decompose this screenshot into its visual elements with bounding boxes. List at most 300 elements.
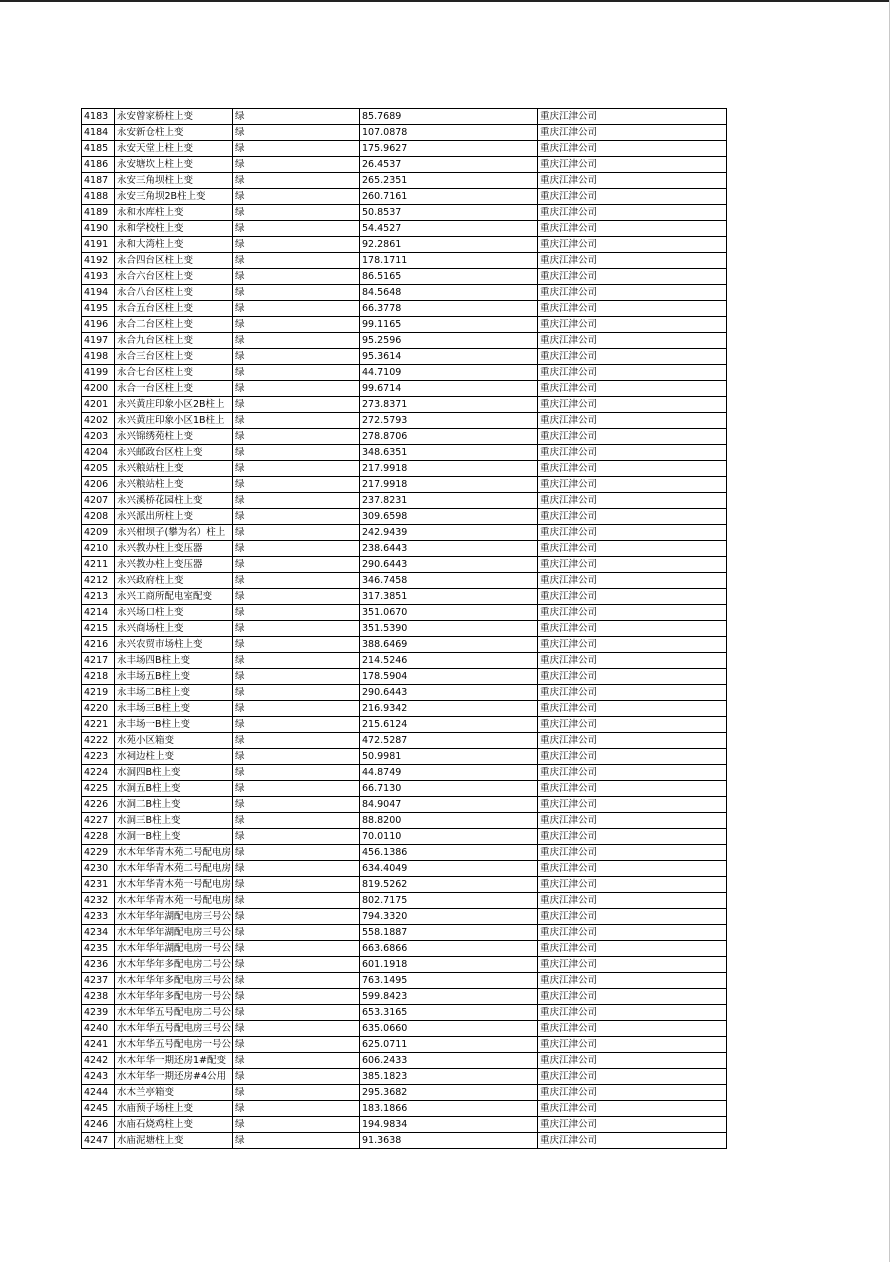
value-cell: 635.0660 [360,1021,538,1037]
value-cell: 558.1887 [360,925,538,941]
status-color-cell: 绿 [233,765,360,781]
value-cell: 794.3320 [360,909,538,925]
company-cell: 重庆江津公司 [538,317,727,333]
row-id-cell: 4212 [82,573,115,589]
row-id-cell: 4227 [82,813,115,829]
status-color-cell: 绿 [233,1101,360,1117]
name-cell: 水庙泥塘柱上变 [115,1133,233,1149]
name-cell: 永安天堂上柱上变 [115,141,233,157]
value-cell: 54.4527 [360,221,538,237]
value-cell: 175.9627 [360,141,538,157]
name-cell: 水木年华五号配电房二号公 [115,1005,233,1021]
status-color-cell: 绿 [233,941,360,957]
value-cell: 272.5793 [360,413,538,429]
company-cell: 重庆江津公司 [538,333,727,349]
value-cell: 265.2351 [360,173,538,189]
table-row [82,509,727,525]
table-row [82,445,727,461]
company-cell: 重庆江津公司 [538,797,727,813]
status-color-cell: 绿 [233,429,360,445]
table-row [82,381,727,397]
status-color-cell: 绿 [233,557,360,573]
status-color-cell: 绿 [233,893,360,909]
name-cell: 水木年华五号配电房一号公 [115,1037,233,1053]
row-id-cell: 4229 [82,845,115,861]
status-color-cell: 绿 [233,157,360,173]
name-cell: 永合六台区柱上变 [115,269,233,285]
name-cell: 永兴锦绣苑柱上变 [115,429,233,445]
row-id-cell: 4205 [82,461,115,477]
name-cell: 永安新仓柱上变 [115,125,233,141]
name-cell: 永兴农贸市场柱上变 [115,637,233,653]
company-cell: 重庆江津公司 [538,509,727,525]
company-cell: 重庆江津公司 [538,701,727,717]
company-cell: 重庆江津公司 [538,493,727,509]
company-cell: 重庆江津公司 [538,1069,727,1085]
company-cell: 重庆江津公司 [538,893,727,909]
table-row [82,189,727,205]
company-cell: 重庆江津公司 [538,813,727,829]
table-row [82,685,727,701]
name-cell: 永丰场五B柱上变 [115,669,233,685]
name-cell: 永丰场一B柱上变 [115,717,233,733]
row-id-cell: 4218 [82,669,115,685]
row-id-cell: 4190 [82,221,115,237]
company-cell: 重庆江津公司 [538,925,727,941]
company-cell: 重庆江津公司 [538,1021,727,1037]
row-id-cell: 4192 [82,253,115,269]
company-cell: 重庆江津公司 [538,957,727,973]
name-cell: 永合五台区柱上变 [115,301,233,317]
name-cell: 永丰场四B柱上变 [115,653,233,669]
status-color-cell: 绿 [233,621,360,637]
company-cell: 重庆江津公司 [538,205,727,221]
row-id-cell: 4224 [82,765,115,781]
table-row [82,941,727,957]
company-cell: 重庆江津公司 [538,301,727,317]
row-id-cell: 4185 [82,141,115,157]
name-cell: 水木年华年湖配电房三号公 [115,925,233,941]
company-cell: 重庆江津公司 [538,669,727,685]
table-row [82,493,727,509]
row-id-cell: 4183 [82,109,115,125]
status-color-cell: 绿 [233,973,360,989]
row-id-cell: 4193 [82,269,115,285]
value-cell: 50.8537 [360,205,538,221]
value-cell: 599.8423 [360,989,538,1005]
status-color-cell: 绿 [233,829,360,845]
table-row [82,557,727,573]
row-id-cell: 4243 [82,1069,115,1085]
name-cell: 永和大湾柱上变 [115,237,233,253]
value-cell: 348.6351 [360,445,538,461]
status-color-cell: 绿 [233,301,360,317]
status-color-cell: 绿 [233,125,360,141]
name-cell: 永兴场口柱上变 [115,605,233,621]
name-cell: 水木年华青木苑二号配电房 [115,845,233,861]
row-id-cell: 4196 [82,317,115,333]
table-row [82,589,727,605]
row-id-cell: 4187 [82,173,115,189]
name-cell: 永合九台区柱上变 [115,333,233,349]
status-color-cell: 绿 [233,205,360,221]
name-cell: 永兴粮站柱上变 [115,477,233,493]
name-cell: 永兴政府柱上变 [115,573,233,589]
table-row [82,861,727,877]
status-color-cell: 绿 [233,733,360,749]
table-row [82,349,727,365]
substation-table [81,108,727,1149]
row-id-cell: 4217 [82,653,115,669]
table-row [82,173,727,189]
name-cell: 水洞五B柱上变 [115,781,233,797]
company-cell: 重庆江津公司 [538,781,727,797]
status-color-cell: 绿 [233,221,360,237]
row-id-cell: 4245 [82,1101,115,1117]
value-cell: 238.6443 [360,541,538,557]
value-cell: 653.3165 [360,1005,538,1021]
status-color-cell: 绿 [233,573,360,589]
status-color-cell: 绿 [233,285,360,301]
name-cell: 水木年华青木苑二号配电房 [115,861,233,877]
table-row [82,989,727,1005]
company-cell: 重庆江津公司 [538,477,727,493]
status-color-cell: 绿 [233,909,360,925]
company-cell: 重庆江津公司 [538,557,727,573]
company-cell: 重庆江津公司 [538,973,727,989]
company-cell: 重庆江津公司 [538,1005,727,1021]
name-cell: 水祠边柱上变 [115,749,233,765]
company-cell: 重庆江津公司 [538,349,727,365]
value-cell: 217.9918 [360,461,538,477]
value-cell: 606.2433 [360,1053,538,1069]
row-id-cell: 4184 [82,125,115,141]
table-row [82,781,727,797]
table-row [82,909,727,925]
table-row [82,765,727,781]
company-cell: 重庆江津公司 [538,541,727,557]
row-id-cell: 4199 [82,365,115,381]
row-id-cell: 4204 [82,445,115,461]
name-cell: 永兴粮站柱上变 [115,461,233,477]
table-row [82,413,727,429]
table-row [82,637,727,653]
value-cell: 178.1711 [360,253,538,269]
value-cell: 99.1165 [360,317,538,333]
table-row [82,669,727,685]
value-cell: 84.5648 [360,285,538,301]
value-cell: 70.0110 [360,829,538,845]
status-color-cell: 绿 [233,237,360,253]
table-row [82,365,727,381]
name-cell: 永和学校柱上变 [115,221,233,237]
status-color-cell: 绿 [233,925,360,941]
table-row [82,813,727,829]
name-cell: 永安三角坝柱上变 [115,173,233,189]
value-cell: 278.8706 [360,429,538,445]
table-row [82,573,727,589]
table-row [82,1085,727,1101]
row-id-cell: 4209 [82,525,115,541]
value-cell: 260.7161 [360,189,538,205]
value-cell: 295.3682 [360,1085,538,1101]
row-id-cell: 4191 [82,237,115,253]
table-row [82,1069,727,1085]
value-cell: 237.8231 [360,493,538,509]
company-cell: 重庆江津公司 [538,269,727,285]
table-row [82,1005,727,1021]
company-cell: 重庆江津公司 [538,157,727,173]
value-cell: 634.4049 [360,861,538,877]
row-id-cell: 4223 [82,749,115,765]
name-cell: 永兴工商所配电室配变 [115,589,233,605]
value-cell: 216.9342 [360,701,538,717]
name-cell: 水木年华年多配电房二号公 [115,957,233,973]
table-row [82,797,727,813]
top-border-line [0,0,889,2]
name-cell: 永合八台区柱上变 [115,285,233,301]
row-id-cell: 4226 [82,797,115,813]
row-id-cell: 4215 [82,621,115,637]
table-row [82,317,727,333]
status-color-cell: 绿 [233,781,360,797]
row-id-cell: 4197 [82,333,115,349]
name-cell: 水木年华青木苑一号配电房 [115,893,233,909]
name-cell: 水木年华年多配电房一号公 [115,989,233,1005]
value-cell: 44.7109 [360,365,538,381]
value-cell: 290.6443 [360,685,538,701]
value-cell: 178.5904 [360,669,538,685]
status-color-cell: 绿 [233,493,360,509]
row-id-cell: 4237 [82,973,115,989]
row-id-cell: 4233 [82,909,115,925]
name-cell: 永合三台区柱上变 [115,349,233,365]
table-row [82,701,727,717]
value-cell: 86.5165 [360,269,538,285]
status-color-cell: 绿 [233,637,360,653]
table-row [82,541,727,557]
name-cell: 永兴教办柱上变压器 [115,557,233,573]
company-cell: 重庆江津公司 [538,909,727,925]
value-cell: 242.9439 [360,525,538,541]
company-cell: 重庆江津公司 [538,1101,727,1117]
row-id-cell: 4202 [82,413,115,429]
company-cell: 重庆江津公司 [538,189,727,205]
row-id-cell: 4219 [82,685,115,701]
name-cell: 永合一台区柱上变 [115,381,233,397]
row-id-cell: 4235 [82,941,115,957]
table-row [82,333,727,349]
value-cell: 388.6469 [360,637,538,653]
status-color-cell: 绿 [233,861,360,877]
table-row [82,621,727,637]
name-cell: 水木年华五号配电房三号公 [115,1021,233,1037]
company-cell: 重庆江津公司 [538,381,727,397]
company-cell: 重庆江津公司 [538,221,727,237]
table-row [82,717,727,733]
value-cell: 273.8371 [360,397,538,413]
table-row [82,925,727,941]
status-color-cell: 绿 [233,445,360,461]
table-row [82,237,727,253]
row-id-cell: 4188 [82,189,115,205]
name-cell: 永兴邮政台区柱上变 [115,445,233,461]
name-cell: 水洞二B柱上变 [115,797,233,813]
status-color-cell: 绿 [233,749,360,765]
value-cell: 601.1918 [360,957,538,973]
status-color-cell: 绿 [233,381,360,397]
row-id-cell: 4247 [82,1133,115,1149]
row-id-cell: 4220 [82,701,115,717]
company-cell: 重庆江津公司 [538,1053,727,1069]
company-cell: 重庆江津公司 [538,525,727,541]
table-row [82,477,727,493]
row-id-cell: 4222 [82,733,115,749]
table-row [82,253,727,269]
name-cell: 永安曾家桥柱上变 [115,109,233,125]
value-cell: 26.4537 [360,157,538,173]
table-row [82,429,727,445]
value-cell: 385.1823 [360,1069,538,1085]
name-cell: 水庙预子场柱上变 [115,1101,233,1117]
status-color-cell: 绿 [233,1085,360,1101]
value-cell: 351.0670 [360,605,538,621]
name-cell: 永和水库柱上变 [115,205,233,221]
status-color-cell: 绿 [233,797,360,813]
company-cell: 重庆江津公司 [538,653,727,669]
row-id-cell: 4231 [82,877,115,893]
table-row [82,1101,727,1117]
company-cell: 重庆江津公司 [538,1133,727,1149]
status-color-cell: 绿 [233,477,360,493]
company-cell: 重庆江津公司 [538,589,727,605]
table-row [82,301,727,317]
name-cell: 水木年华青木苑一号配电房 [115,877,233,893]
row-id-cell: 4238 [82,989,115,1005]
status-color-cell: 绿 [233,669,360,685]
company-cell: 重庆江津公司 [538,141,727,157]
company-cell: 重庆江津公司 [538,1117,727,1133]
name-cell: 永丰场二B柱上变 [115,685,233,701]
status-color-cell: 绿 [233,877,360,893]
name-cell: 永兴溪桥花园柱上变 [115,493,233,509]
status-color-cell: 绿 [233,397,360,413]
row-id-cell: 4189 [82,205,115,221]
table-row [82,1021,727,1037]
table-row [82,205,727,221]
company-cell: 重庆江津公司 [538,173,727,189]
status-color-cell: 绿 [233,269,360,285]
value-cell: 84.9047 [360,797,538,813]
status-color-cell: 绿 [233,333,360,349]
status-color-cell: 绿 [233,589,360,605]
value-cell: 663.6866 [360,941,538,957]
row-id-cell: 4236 [82,957,115,973]
row-id-cell: 4186 [82,157,115,173]
name-cell: 永兴黄庄印象小区1B柱上 [115,413,233,429]
company-cell: 重庆江津公司 [538,397,727,413]
row-id-cell: 4207 [82,493,115,509]
row-id-cell: 4206 [82,477,115,493]
row-id-cell: 4240 [82,1021,115,1037]
status-color-cell: 绿 [233,141,360,157]
company-cell: 重庆江津公司 [538,109,727,125]
status-color-cell: 绿 [233,1133,360,1149]
company-cell: 重庆江津公司 [538,829,727,845]
company-cell: 重庆江津公司 [538,717,727,733]
company-cell: 重庆江津公司 [538,1037,727,1053]
value-cell: 50.9981 [360,749,538,765]
table-row [82,1117,727,1133]
company-cell: 重庆江津公司 [538,605,727,621]
company-cell: 重庆江津公司 [538,989,727,1005]
value-cell: 91.3638 [360,1133,538,1149]
status-color-cell: 绿 [233,509,360,525]
company-cell: 重庆江津公司 [538,461,727,477]
table-row [82,749,727,765]
value-cell: 819.5262 [360,877,538,893]
status-color-cell: 绿 [233,605,360,621]
table-row [82,733,727,749]
company-cell: 重庆江津公司 [538,941,727,957]
company-cell: 重庆江津公司 [538,685,727,701]
status-color-cell: 绿 [233,1069,360,1085]
name-cell: 水木年华一期还房#4公用 [115,1069,233,1085]
name-cell: 永兴黄庄印象小区2B柱上 [115,397,233,413]
value-cell: 194.9834 [360,1117,538,1133]
row-id-cell: 4194 [82,285,115,301]
table-row [82,285,727,301]
table-row [82,125,727,141]
table-row [82,461,727,477]
company-cell: 重庆江津公司 [538,445,727,461]
company-cell: 重庆江津公司 [538,573,727,589]
row-id-cell: 4203 [82,429,115,445]
value-cell: 107.0878 [360,125,538,141]
table-row [82,653,727,669]
row-id-cell: 4213 [82,589,115,605]
name-cell: 永安三角坝2B柱上变 [115,189,233,205]
company-cell: 重庆江津公司 [538,125,727,141]
status-color-cell: 绿 [233,253,360,269]
company-cell: 重庆江津公司 [538,845,727,861]
value-cell: 625.0711 [360,1037,538,1053]
row-id-cell: 4195 [82,301,115,317]
table-row [82,1037,727,1053]
value-cell: 215.6124 [360,717,538,733]
status-color-cell: 绿 [233,317,360,333]
status-color-cell: 绿 [233,653,360,669]
status-color-cell: 绿 [233,349,360,365]
status-color-cell: 绿 [233,1053,360,1069]
value-cell: 763.1495 [360,973,538,989]
table-row [82,893,727,909]
name-cell: 永合四台区柱上变 [115,253,233,269]
table-row [82,1053,727,1069]
company-cell: 重庆江津公司 [538,253,727,269]
row-id-cell: 4210 [82,541,115,557]
row-id-cell: 4198 [82,349,115,365]
table-row [82,1133,727,1149]
company-cell: 重庆江津公司 [538,621,727,637]
row-id-cell: 4239 [82,1005,115,1021]
value-cell: 88.8200 [360,813,538,829]
name-cell: 永合七台区柱上变 [115,365,233,381]
row-id-cell: 4201 [82,397,115,413]
row-id-cell: 4241 [82,1037,115,1053]
row-id-cell: 4208 [82,509,115,525]
status-color-cell: 绿 [233,541,360,557]
